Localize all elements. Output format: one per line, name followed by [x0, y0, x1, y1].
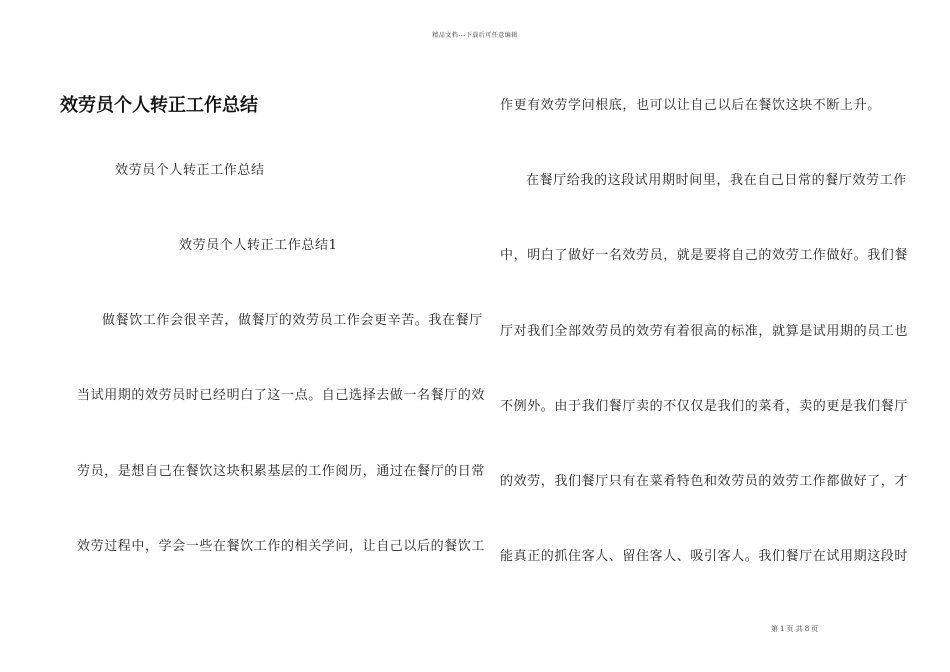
body-line: 作更有效劳学问根底，也可以让自己以后在餐饮这块不断上升。	[500, 98, 881, 113]
body-line: 劳员，是想自己在餐饮这块积累基层的工作阅历，通过在餐厅的日常	[77, 464, 486, 479]
body-line: 不例外。由于我们餐厅卖的不仅仅是我们的菜肴，卖的更是我们餐厅	[500, 399, 909, 414]
page-label-suffix: 页	[811, 625, 819, 633]
page-current: 1	[780, 625, 785, 633]
page-total: 8	[804, 625, 810, 633]
subtitle-line: 效劳员个人转正工作总结	[115, 163, 265, 178]
body-line: 效劳过程中，学会一些在餐饮工作的相关学问，让自己以后的餐饮工	[77, 539, 486, 554]
section-heading: 效劳员个人转正工作总结1	[179, 238, 338, 253]
body-line: 的效劳，我们餐厅只有在菜肴特色和效劳员的效劳工作都做好了，才	[500, 474, 909, 489]
body-line: 做餐饮工作会很辛苦，做餐厅的效劳员工作会更辛苦。我在餐厅	[102, 313, 483, 328]
page-footer	[770, 624, 819, 634]
body-line: 厅对我们全部效劳员的效劳有着很高的标准，就算是试用期的员工也	[500, 324, 909, 339]
body-line: 中，明白了做好一名效劳员，就是要将自己的效劳工作做好。我们餐	[500, 248, 909, 263]
page-label-middle: 页 共	[786, 625, 803, 633]
page-header: 精品文档---下载后可任意编辑	[432, 32, 518, 39]
body-line: 能真正的抓住客人、留住客人、吸引客人。我们餐厅在试用期这段时	[500, 549, 909, 564]
document-title: 效劳员个人转正工作总结	[60, 95, 258, 116]
page-label-prefix: 第	[771, 625, 778, 633]
body-line: 在餐厅给我的这段试用期时间里，我在自己日常的餐厅效劳工作	[526, 173, 907, 188]
body-line: 当试用期的效劳员时已经明白了这一点。自己选择去做一名餐厅的效	[77, 388, 486, 403]
